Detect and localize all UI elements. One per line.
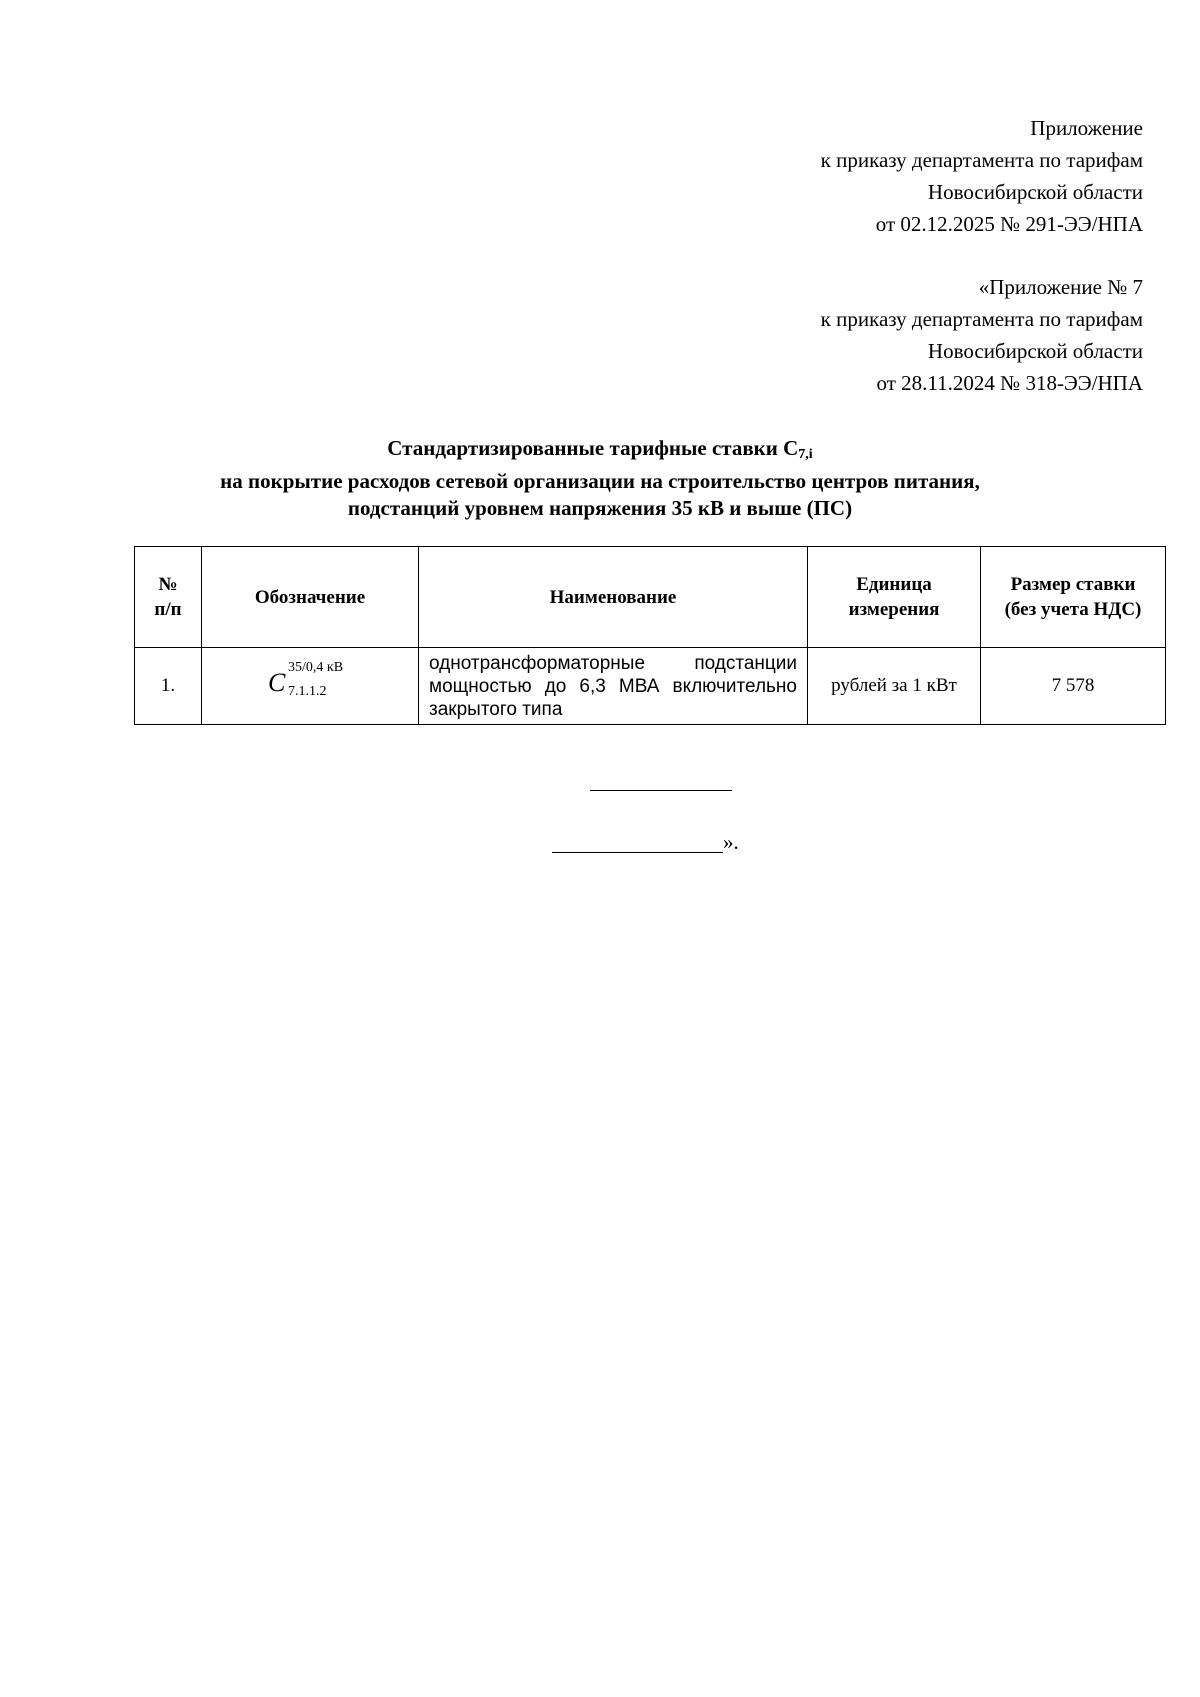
quoted-appendix-line: к приказу департамента по тарифам (820, 307, 1143, 331)
table-header-row (135, 547, 1166, 648)
header-num: № п/п (135, 547, 202, 648)
quoted-appendix-header (821, 271, 1143, 399)
separator-line (590, 790, 732, 791)
quoted-appendix-line: «Приложение № 7 (978, 275, 1143, 299)
cell-name: однотрансформаторные подстанции мощностью до 6,3 МВА включительно закрытого типа (419, 648, 808, 725)
closing-line (552, 852, 723, 853)
table-row (135, 648, 1166, 725)
appendix-header (821, 112, 1143, 240)
document-title (0, 435, 1200, 522)
cell-rate: 7 578 (981, 648, 1166, 725)
cell-designation (202, 648, 419, 725)
header-unit: Единица измерения (808, 547, 981, 648)
title-line-1: Стандартизированные тарифные ставки $С_{7,i}$ (387, 436, 813, 462)
appendix-line: Приложение (1030, 116, 1143, 140)
header-rate: Размер ставки (без учета НДС) (981, 547, 1166, 648)
quoted-appendix-line: от 28.11.2024 № 318-ЭЭ/НПА (876, 371, 1143, 395)
header-name: Наименование (419, 547, 808, 648)
title-subscript: 7,i (798, 447, 813, 462)
title-line-3: подстанций уровнем напряжения 35 кВ и выше (ПС) (347, 496, 853, 520)
designation-formula: C 35/0,4 кВ 7.1.1.2 (268, 660, 344, 699)
appendix-line: от 02.12.2025 № 291-ЭЭ/НПА (875, 212, 1143, 236)
cell-num: 1. (135, 648, 202, 725)
quoted-appendix-line: Новосибирской области (927, 339, 1143, 363)
header-designation: Обозначение (202, 547, 419, 648)
closing-quote: ». (723, 830, 739, 854)
title-line-2: на покрытие расходов сетевой организации на строительство центров питания, (220, 469, 980, 493)
appendix-line: Новосибирской области (927, 180, 1143, 204)
appendix-line: к приказу департамента по тарифам (820, 148, 1143, 172)
rates-table (134, 546, 1166, 725)
cell-unit: рублей за 1 кВт (808, 648, 981, 725)
